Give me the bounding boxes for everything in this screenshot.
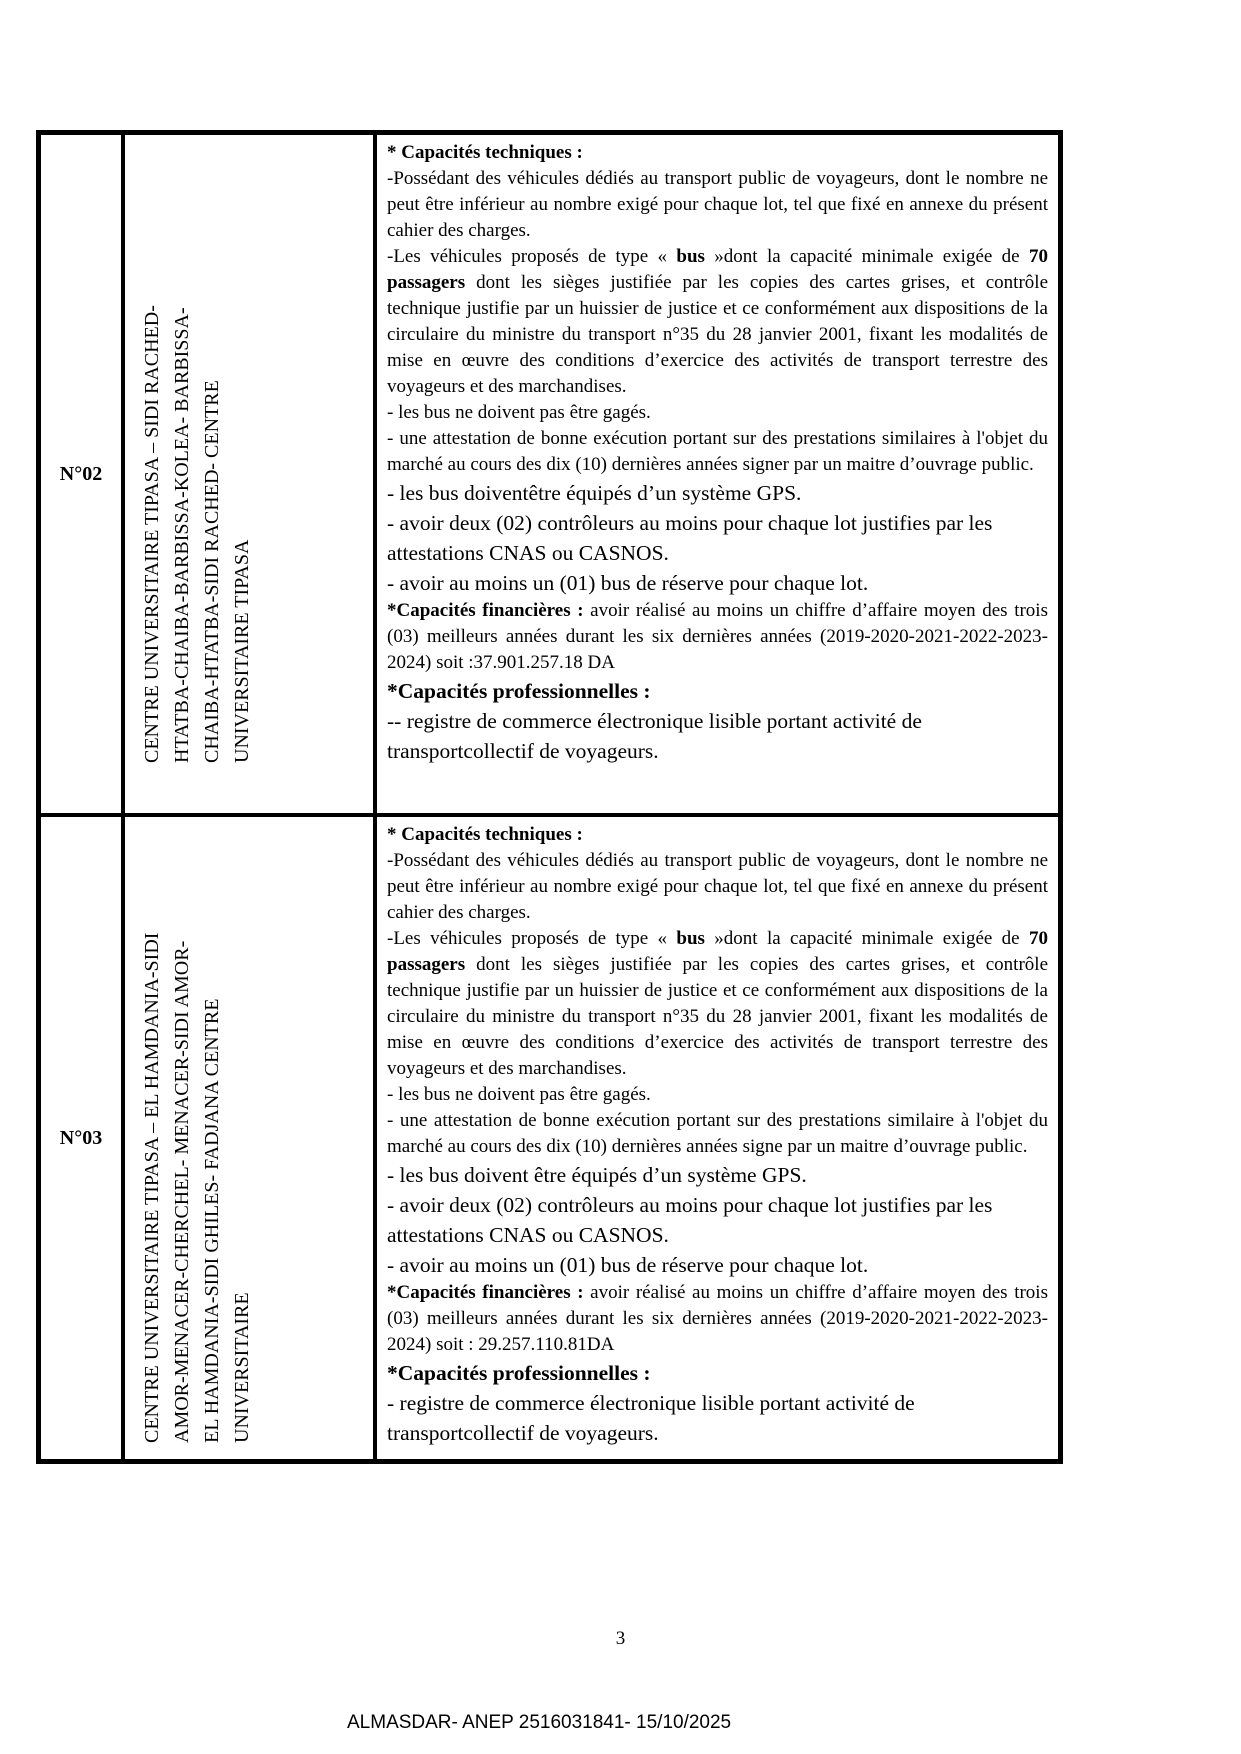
route-cell: [121, 135, 373, 813]
text-run: - les bus ne doivent pas être gagés.: [387, 402, 651, 423]
requirement-paragraph: [387, 1190, 1048, 1250]
lot-number: N°02: [59, 462, 103, 485]
text-run: -Les véhicules proposés de type «: [387, 928, 677, 949]
text-run: -Possédant des véhicules dédiés au transport public de voyageurs, dont le nombre ne peut être inférieur au nombre exigé pour chaque lot, tel que fixé en annexe du présent cahier des charges.: [387, 850, 1048, 923]
bold-text-run: 70 passagers: [387, 246, 1048, 293]
requirement-paragraph: [387, 478, 1048, 508]
requirement-paragraph: [387, 926, 1048, 1082]
text-run: - registre de commerce électronique lisible portant activité de transportcollectif de voyageurs.: [387, 1391, 915, 1445]
route-cell: [121, 817, 373, 1459]
table-row: [41, 135, 1058, 813]
requirements-cell: [373, 135, 1058, 813]
text-run: - une attestation de bonne exécution portant sur des prestations similaires à l'objet du marché au cours des dix (10) dernières années signer par un maitre d’ouvrage public.: [387, 428, 1048, 475]
bold-text-run: bus: [676, 928, 705, 949]
text-run: -Les véhicules proposés de type «: [387, 246, 677, 267]
requirement-paragraph: [387, 140, 1048, 166]
route-line: UNIVERSITAIRE TIPASA: [231, 539, 253, 763]
bold-text-run: * Capacités techniques :: [387, 824, 583, 845]
requirement-paragraph: [387, 1108, 1048, 1160]
text-run: avoir réalisé au moins un chiffre d’affaire moyen des trois (03) meilleurs années durant les six dernières années (2019-2020-2021-2022-2023-2024) soit :37.901.257.18 DA: [387, 600, 1048, 673]
page-number: 3: [615, 1628, 626, 1649]
route-vertical-text: [125, 135, 373, 813]
route-line: AMOR-MENACER-CHERCHEL- MENACER-SIDI AMOR-: [171, 940, 193, 1443]
route-line: CENTRE UNIVERSITAIRE TIPASA – EL HAMDANIA-SIDI: [141, 932, 163, 1443]
text-run: - les bus ne doivent pas être gagés.: [387, 1084, 651, 1105]
text-run: - avoir au moins un (01) bus de réserve pour chaque lot.: [387, 571, 869, 595]
bold-text-run: *Capacités professionnelles :: [387, 1361, 651, 1385]
lot-number-cell: [41, 817, 121, 1459]
text-run: - avoir au moins un (01) bus de réserve pour chaque lot.: [387, 1253, 869, 1277]
bold-text-run: bus: [676, 246, 705, 267]
text-run: dont les sièges justifiée par les copies des cartes grises, et contrôle technique justifie par un huissier de justice et ce conformément aux dispositions de la circulaire du ministre du transport n°35 du 28 janvier 2001, fixant les modalités de mise en œuvre des conditions d’exercice des activités de transport terrestre des voyageurs et des marchandises.: [387, 272, 1048, 397]
bold-text-run: 70 passagers: [387, 928, 1048, 975]
route-line: CENTRE UNIVERSITAIRE TIPASA – SIDI RACHED-: [141, 305, 163, 763]
text-run: »dont la capacité minimale exigée de: [704, 928, 1029, 949]
lot-number: N°03: [59, 1126, 103, 1149]
footer-anep-line: ALMASDAR- ANEP 2516031841- 15/10/2025: [347, 1712, 732, 1733]
requirement-paragraph: [387, 1388, 1048, 1448]
text-run: avoir réalisé au moins un chiffre d’affaire moyen des trois (03) meilleurs années durant les six dernières années (2019-2020-2021-2022-2023-2024) soit : 29.257.110.81DA: [387, 1282, 1048, 1355]
route-line: HTATBA-CHAIBA-BARBISSA-KOLEA- BARBISSA-: [171, 307, 193, 763]
route-vertical-text: [125, 817, 373, 1459]
text-run: - avoir deux (02) contrôleurs au moins pour chaque lot justifies par les attestations CNAS ou CASNOS.: [387, 1193, 993, 1247]
table-row: [41, 813, 1058, 1459]
bold-text-run: * Capacités techniques :: [387, 142, 583, 163]
requirement-paragraph: [387, 706, 1048, 766]
bold-text-run: *Capacités professionnelles :: [387, 679, 651, 703]
requirement-paragraph: [387, 1160, 1048, 1190]
requirement-paragraph: [387, 848, 1048, 926]
bold-text-run: *Capacités financières :: [387, 600, 584, 621]
requirements-cell: [373, 817, 1058, 1459]
requirement-paragraph: [387, 568, 1048, 598]
route-line: EL HAMDANIA-SIDI GHILES- FADJANA CENTRE: [201, 998, 223, 1443]
requirement-paragraph: [387, 400, 1048, 426]
lot-number-cell: [41, 135, 121, 813]
requirement-paragraph: [387, 244, 1048, 400]
requirement-paragraph: [387, 598, 1048, 676]
requirement-paragraph: [387, 508, 1048, 568]
text-run: - les bus doivent être équipés d’un système GPS.: [387, 1163, 807, 1187]
text-run: - les bus doiventêtre équipés d’un système GPS.: [387, 481, 802, 505]
requirement-paragraph: [387, 676, 1048, 706]
requirement-paragraph: [387, 166, 1048, 244]
requirement-paragraph: [387, 1250, 1048, 1280]
requirement-paragraph: [387, 426, 1048, 478]
route-line: UNIVERSITAIRE: [231, 1292, 253, 1443]
requirement-paragraph: [387, 1358, 1048, 1388]
bold-text-run: *Capacités financières :: [387, 1282, 584, 1303]
text-run: -Possédant des véhicules dédiés au transport public de voyageurs, dont le nombre ne peut être inférieur au nombre exigé pour chaque lot, tel que fixé en annexe du présent cahier des charges.: [387, 168, 1048, 241]
route-line: CHAIBA-HTATBA-SIDI RACHED- CENTRE: [201, 380, 223, 763]
text-run: - une attestation de bonne exécution portant sur des prestations similaire à l'objet du marché au cours des dix (10) dernières années signe par un maitre d’ouvrage public.: [387, 1110, 1048, 1157]
lots-requirements-table: [36, 130, 1063, 1464]
text-run: - avoir deux (02) contrôleurs au moins pour chaque lot justifies par les attestations CNAS ou CASNOS.: [387, 511, 993, 565]
text-run: dont les sièges justifiée par les copies des cartes grises, et contrôle technique justifie par un huissier de justice et ce conformément aux dispositions de la circulaire du ministre du transport n°35 du 28 janvier 2001, fixant les modalités de mise en œuvre des conditions d’exercice des activités de transport terrestre des voyageurs et des marchandises.: [387, 954, 1048, 1079]
requirement-paragraph: [387, 822, 1048, 848]
text-run: -- registre de commerce électronique lisible portant activité de transportcollectif de voyageurs.: [387, 709, 922, 763]
text-run: »dont la capacité minimale exigée de: [704, 246, 1029, 267]
requirement-paragraph: [387, 1082, 1048, 1108]
requirement-paragraph: [387, 1280, 1048, 1358]
